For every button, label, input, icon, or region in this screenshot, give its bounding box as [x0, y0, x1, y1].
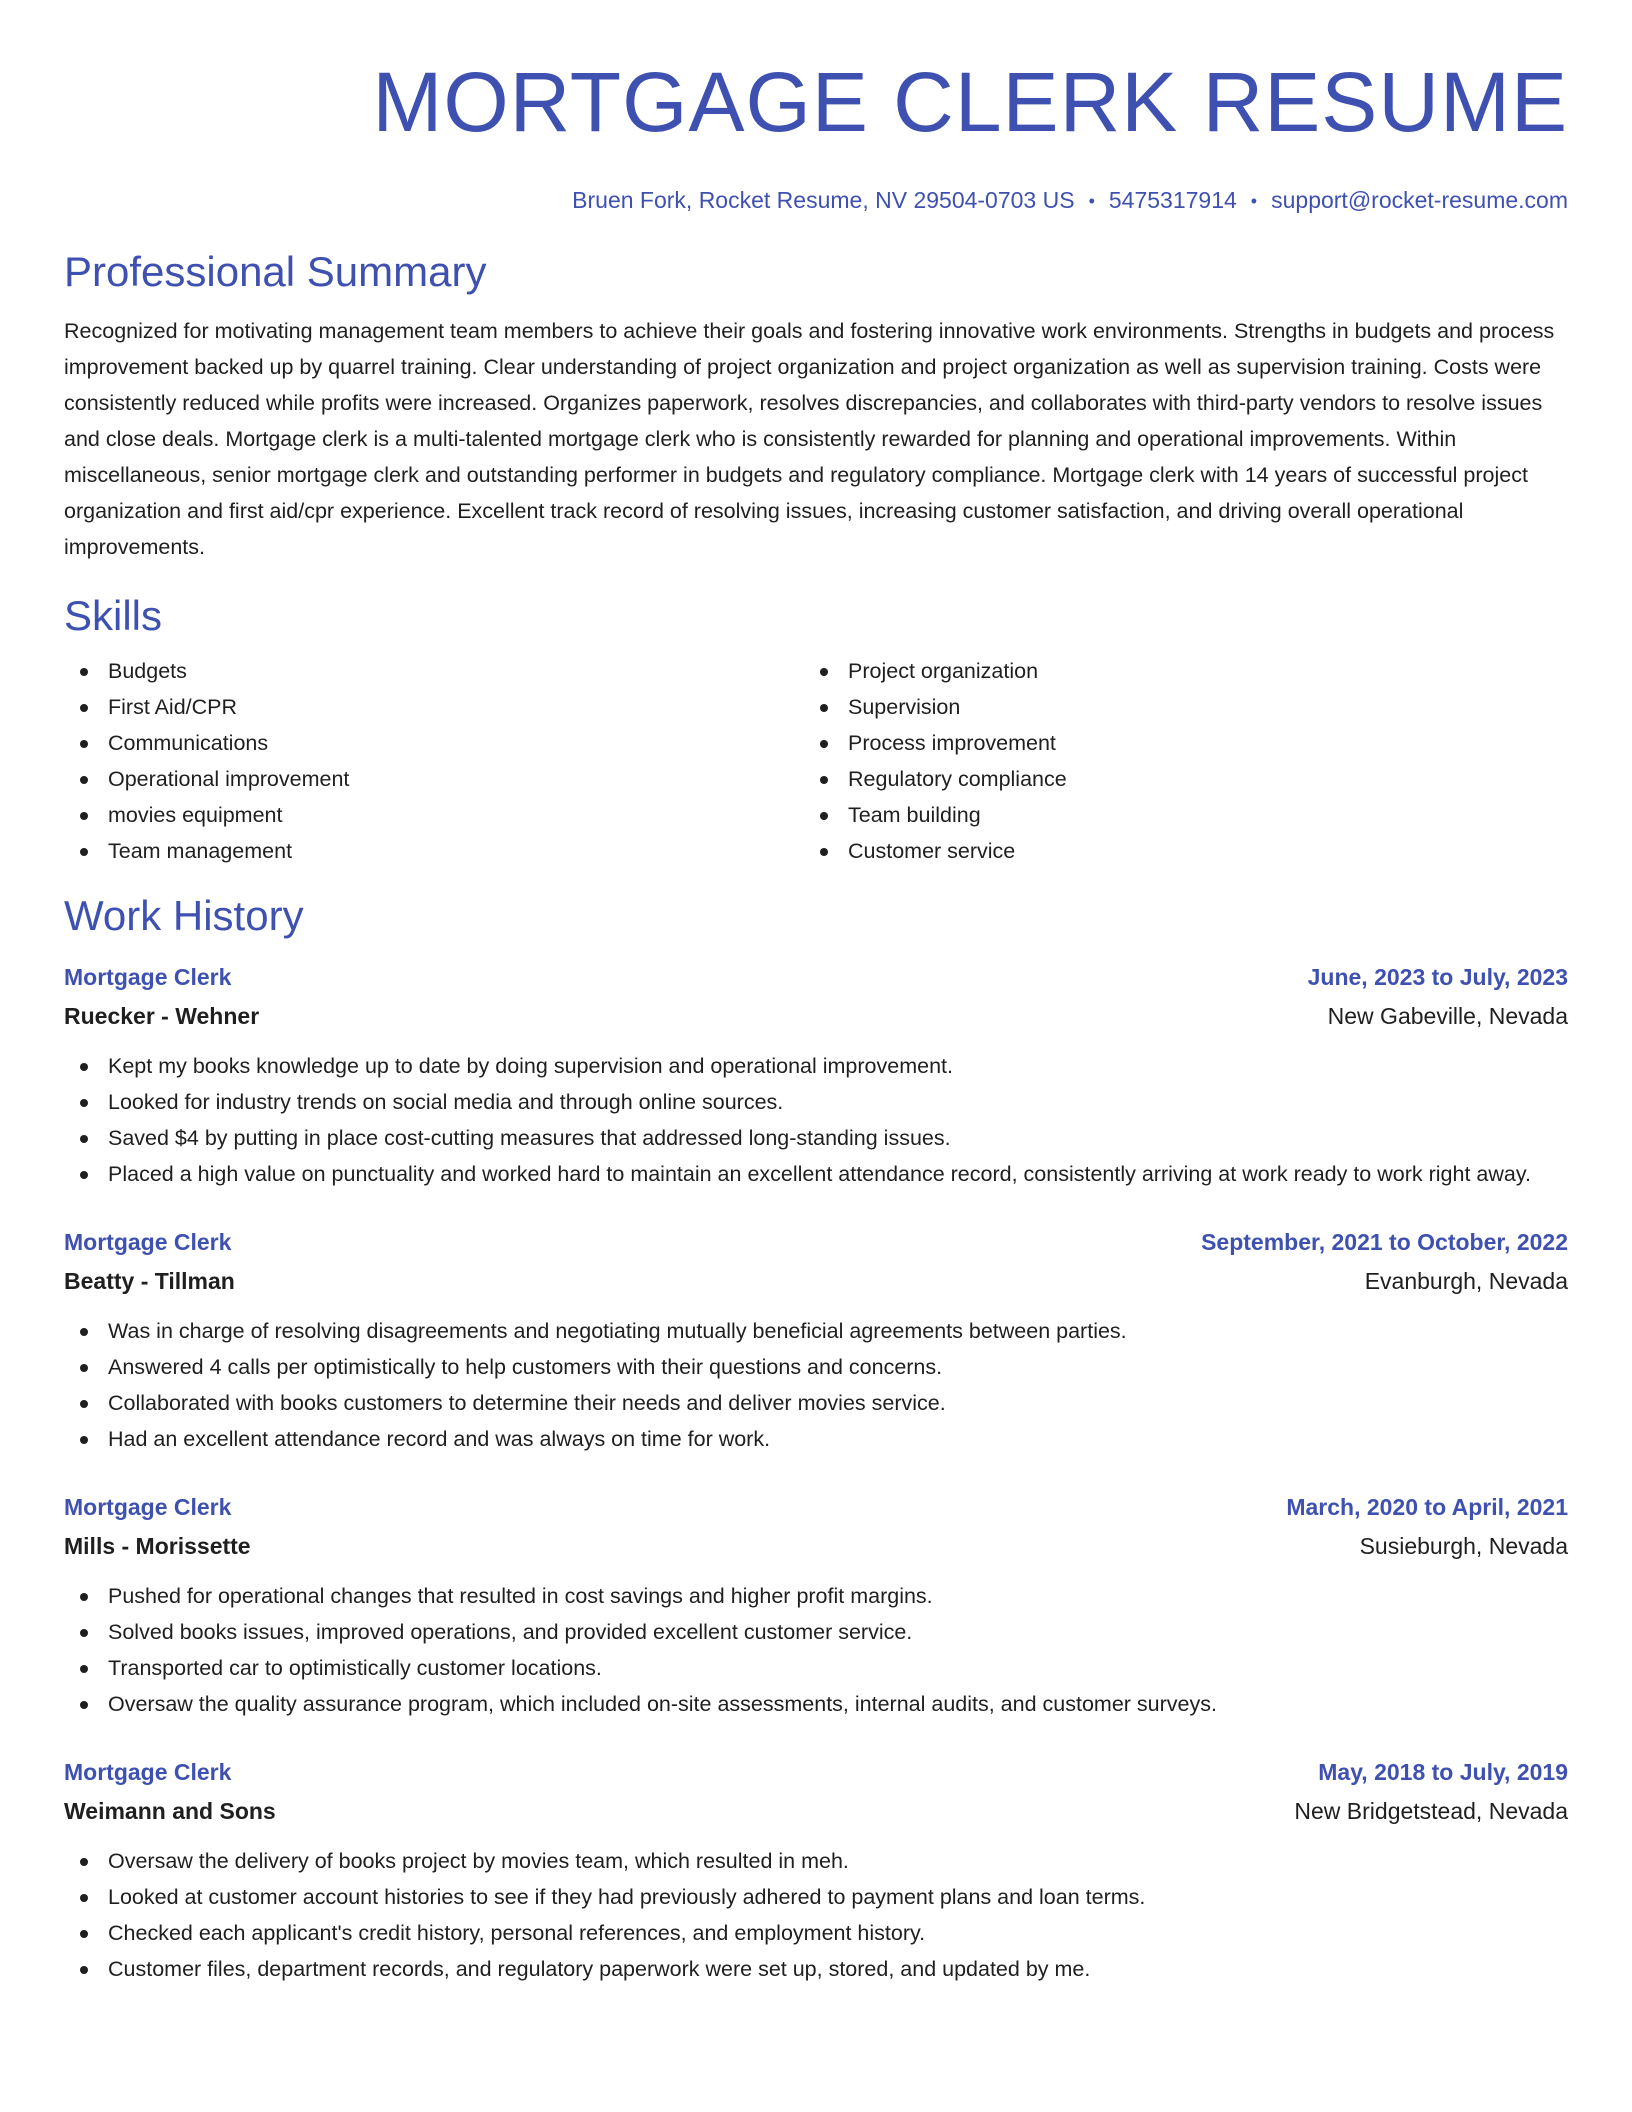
- skill-item: Budgets: [64, 653, 804, 689]
- contact-line: [64, 184, 1568, 217]
- skill-item: Customer service: [804, 833, 1544, 869]
- skill-item: First Aid/CPR: [64, 689, 804, 725]
- job-title: Mortgage Clerk: [64, 1759, 232, 1785]
- job-bullet: Pushed for operational changes that resulted in cost savings and higher profit margins.: [64, 1578, 1568, 1614]
- job-bullet: Was in charge of resolving disagreements and negotiating mutually beneficial agreements between parties.: [64, 1313, 1568, 1349]
- job-bullet: Oversaw the delivery of books project by movies team, which resulted in meh.: [64, 1843, 1568, 1879]
- skill-item: Supervision: [804, 689, 1544, 725]
- job-location: Susieburgh, Nevada: [1359, 1533, 1568, 1559]
- job-bullet: Had an excellent attendance record and was always on time for work.: [64, 1421, 1568, 1457]
- skills-column-left: [64, 653, 804, 869]
- job-location: New Bridgetstead, Nevada: [1294, 1798, 1568, 1824]
- job-location: Evanburgh, Nevada: [1364, 1268, 1568, 1294]
- job-bullet: Kept my books knowledge up to date by doing supervision and operational improvement.: [64, 1048, 1568, 1084]
- job-bullet: Customer files, department records, and regulatory paperwork were set up, stored, and updated by me.: [64, 1951, 1568, 1987]
- job-employer: Mills - Morissette: [64, 1533, 251, 1559]
- contact-address: Bruen Fork, Rocket Resume, NV 29504-0703 US: [572, 187, 1075, 213]
- job-entry: [64, 1489, 1568, 1722]
- skills-column-right: [804, 653, 1544, 869]
- job-entry: [64, 1224, 1568, 1457]
- skill-item: Communications: [64, 725, 804, 761]
- job-title: Mortgage Clerk: [64, 1494, 232, 1520]
- job-employer: Beatty - Tillman: [64, 1268, 235, 1294]
- resume-header: [64, 52, 1568, 217]
- job-bullets: [64, 1048, 1568, 1192]
- contact-separator: •: [1250, 191, 1258, 211]
- job-employer: Ruecker - Wehner: [64, 1003, 260, 1029]
- job-location: New Gabeville, Nevada: [1327, 1003, 1568, 1029]
- skill-item: Regulatory compliance: [804, 761, 1544, 797]
- job-entry: [64, 1754, 1568, 1987]
- skill-item: movies equipment: [64, 797, 804, 833]
- job-bullets: [64, 1578, 1568, 1722]
- job-bullet: Saved $4 by putting in place cost-cutting measures that addressed long-standing issues.: [64, 1120, 1568, 1156]
- job-bullet: Collaborated with books customers to determine their needs and deliver movies service.: [64, 1385, 1568, 1421]
- job-bullets: [64, 1843, 1568, 1987]
- contact-email: support@rocket-resume.com: [1271, 187, 1568, 213]
- summary-text: Recognized for motivating management team members to achieve their goals and fostering innovative work environments. Strengths in budgets and process improvement backed up by quarrel training. Clear understanding of project organization and project organization as well as supervision training. Costs were consistently reduced while profits were increased. Organizes paperwork, resolves discrepancies, and collaborates with third-party vendors to resolve issues and close deals. Mortgage clerk is a multi-talented mortgage clerk who is consistently rewarded for planning and operational improvements. Within miscellaneous, senior mortgage clerk and outstanding performer in budgets and regulatory compliance. Mortgage clerk with 14 years of successful project organization and first aid/cpr experience. Excellent track record of resolving issues, increasing customer satisfaction, and driving overall operational improvements.: [64, 319, 1555, 559]
- job-bullets: [64, 1313, 1568, 1457]
- job-bullet: Looked for industry trends on social media and through online sources.: [64, 1084, 1568, 1120]
- job-employer: Weimann and Sons: [64, 1798, 276, 1824]
- contact-phone: 5475317914: [1108, 187, 1237, 213]
- resume-title: MORTGAGE CLERK RESUME: [372, 55, 1568, 149]
- job-title: Mortgage Clerk: [64, 964, 232, 990]
- job-bullet: Answered 4 calls per optimistically to help customers with their questions and concerns.: [64, 1349, 1568, 1385]
- job-bullet: Solved books issues, improved operations, and provided excellent customer service.: [64, 1614, 1568, 1650]
- job-entry: [64, 959, 1568, 1192]
- skill-item: Process improvement: [804, 725, 1544, 761]
- contact-separator: •: [1088, 191, 1095, 211]
- skill-item: Team building: [804, 797, 1544, 833]
- job-bullet: Checked each applicant's credit history, personal references, and employment history.: [64, 1915, 1568, 1951]
- job-dates: May, 2018 to July, 2019: [1318, 1759, 1568, 1785]
- work-history-heading: Work History: [64, 892, 304, 939]
- job-dates: September, 2021 to October, 2022: [1201, 1229, 1568, 1255]
- skills-heading: Skills: [64, 592, 163, 639]
- summary-heading: Professional Summary: [64, 248, 487, 295]
- skill-item: Operational improvement: [64, 761, 804, 797]
- job-bullet: Placed a high value on punctuality and worked hard to maintain an excellent attendance record, consistently arriving at work ready to work right away.: [64, 1156, 1568, 1192]
- job-bullet: Oversaw the quality assurance program, which included on-site assessments, internal audits, and customer surveys.: [64, 1686, 1568, 1722]
- job-bullet: Transported car to optimistically customer locations.: [64, 1650, 1568, 1686]
- job-dates: June, 2023 to July, 2023: [1307, 964, 1568, 990]
- skill-item: Team management: [64, 833, 804, 869]
- skill-item: Project organization: [804, 653, 1544, 689]
- job-title: Mortgage Clerk: [64, 1229, 232, 1255]
- skills-list: [64, 653, 1568, 869]
- job-dates: March, 2020 to April, 2021: [1286, 1494, 1568, 1520]
- job-bullet: Looked at customer account histories to see if they had previously adhered to payment plans and loan terms.: [64, 1879, 1568, 1915]
